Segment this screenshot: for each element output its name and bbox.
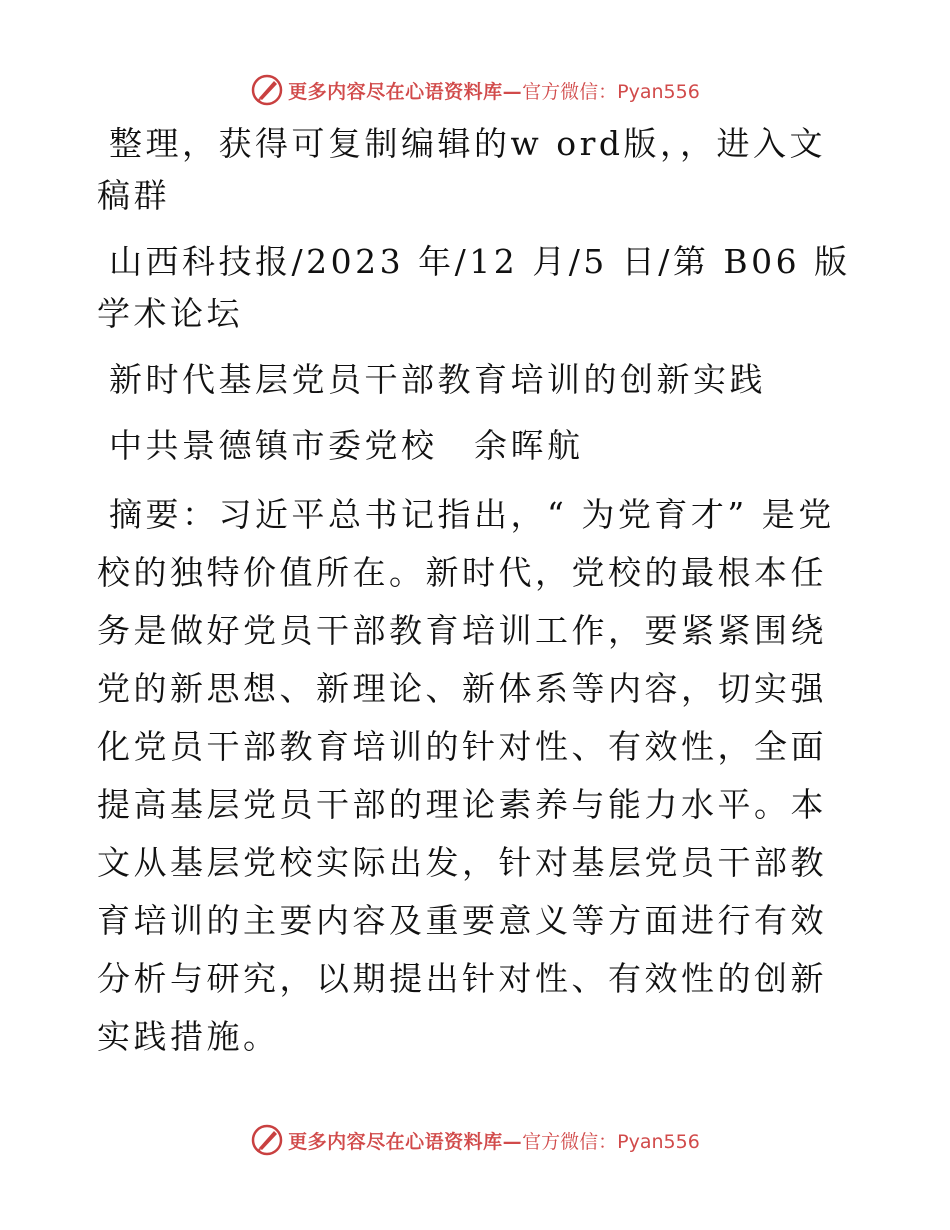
banner-text: 更多内容尽在心语资料库—: [288, 1130, 523, 1153]
document-body: [97, 118, 857, 1066]
abstract-paragraph: 摘要：习近平总书记指出，“ 为党育才” 是党校的独特价值所在。新时代，党校的最根本任务是做好党员干部教育培训工作，要紧紧围绕党的新思想、新理论、新体系等内容，切实强化党员干部教育培训的针对性、有效性，全面提高基层党员干部的理论素养与能力水平。本文从基层党校实际出发，针对基层党员干部教育培训的主要内容及重要意义等方面进行有效分析与研究，以期提出针对性、有效性的创新实践措施。: [97, 495, 835, 1056]
author-line: 中共景德镇市委党校 余晖航: [109, 426, 584, 465]
banner-text: 更多内容尽在心语资料库—: [288, 80, 523, 103]
article-title: 新时代基层党员干部教育培训的创新实践: [109, 360, 766, 399]
quill-pen-logo-icon: [250, 1123, 284, 1157]
header-banner: [0, 70, 950, 110]
banner-wechat: 官方微信：Pyan556: [522, 80, 700, 103]
intro-note: 整理，获得可复制编辑的w ord版，，进入文稿群: [97, 124, 827, 215]
quill-pen-logo-icon: [250, 73, 284, 107]
source-line: 山西科技报/2023 年/12 月/5 日/第 B06 版学术论坛: [97, 242, 851, 333]
footer-banner: [0, 1120, 950, 1160]
banner-wechat: 官方微信：Pyan556: [522, 1130, 700, 1153]
